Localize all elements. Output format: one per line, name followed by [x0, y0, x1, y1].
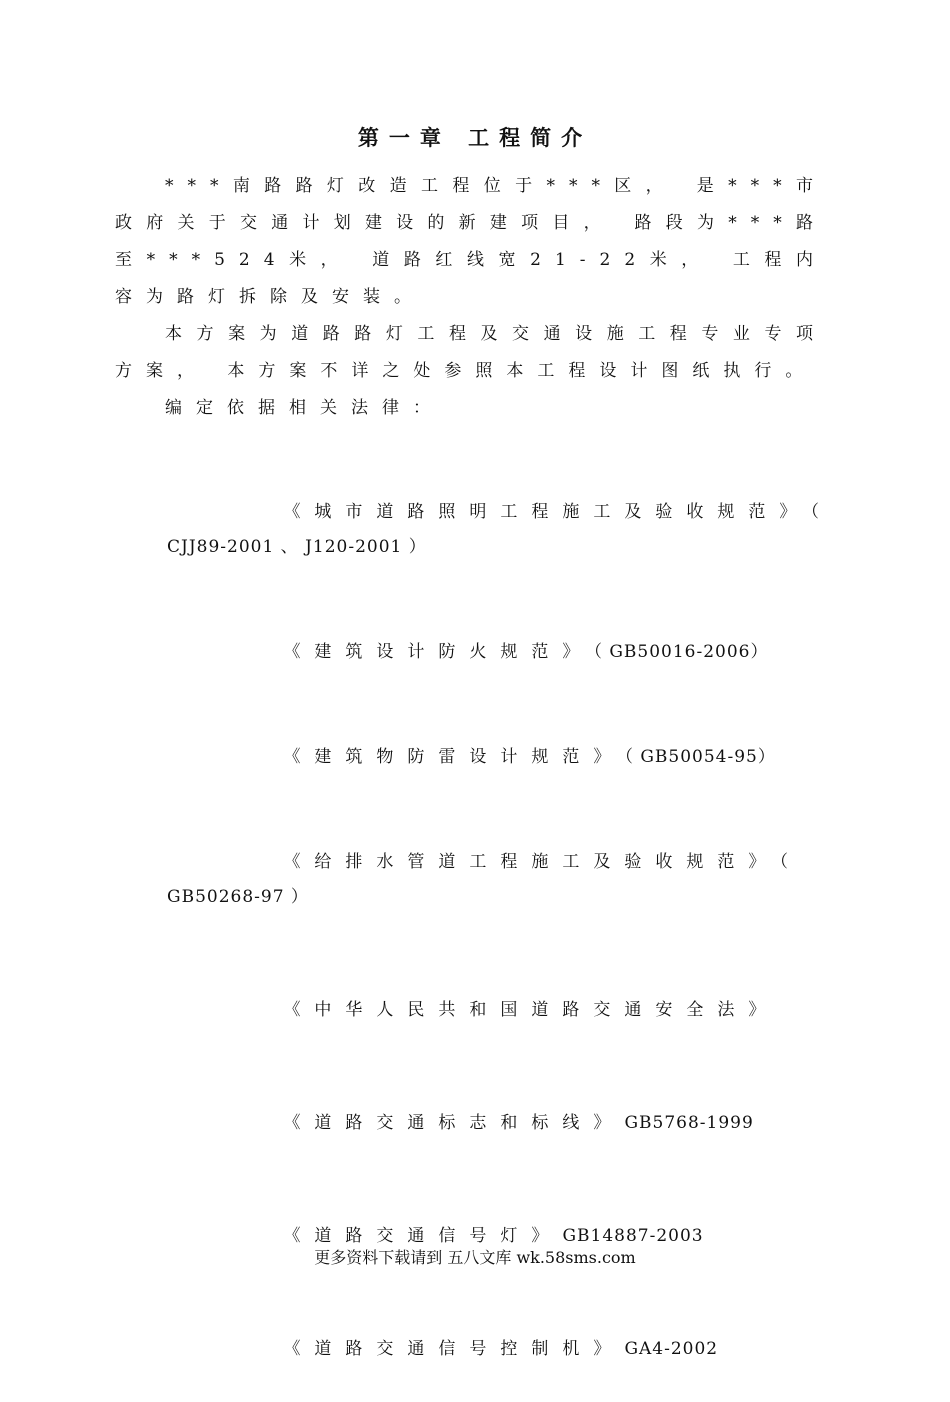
- reference-name: 《中华人民共和国道路交通安全法》: [283, 1000, 780, 1020]
- reference-item: [115, 705, 827, 810]
- reference-name: 《建筑物防雷设计规范》: [283, 747, 625, 767]
- reference-item: [115, 810, 827, 950]
- reference-name: 《城市道路照明工程施工及验收规范》: [283, 502, 811, 522]
- reference-name: 《道路交通信号控制机》: [283, 1339, 625, 1359]
- reference-code: （ CJJ89-2001 、 J120-2001 ）: [167, 502, 827, 557]
- reference-item: [115, 1071, 827, 1176]
- reference-code: （ GB50268-97 ）: [167, 852, 796, 907]
- basis-heading: 编定依据相关法律：: [165, 398, 444, 418]
- reference-item: [115, 600, 827, 705]
- reference-name: 《道路交通标志和标线》: [283, 1113, 625, 1133]
- reference-code: （ GB50016-2006）: [593, 642, 769, 662]
- reference-item: [115, 460, 827, 600]
- reference-name: 《给排水管道工程施工及验收规范》: [283, 852, 780, 872]
- reference-code: GB5768-1999: [624, 1113, 754, 1133]
- intro-section: [115, 168, 827, 427]
- reference-code: GB14887-2003: [562, 1226, 704, 1246]
- reference-name: 《道路交通信号灯》: [283, 1226, 563, 1246]
- reference-item: [115, 1297, 827, 1402]
- footer-link-text[interactable]: 更多资料下载请到 五八文库 wk.58sms.com: [314, 1248, 636, 1267]
- reference-code: （ GB50054-95）: [624, 747, 776, 767]
- reference-name: 《建筑设计防火规范》: [283, 642, 594, 662]
- project-description-paragraph: ***南路路灯改造工程位于***区， 是***市政府关于交通计划建设的新建项目， 路段为***路至***524米， 道路红线宽21-22米， 工程内容为路灯拆除及安装。: [115, 176, 827, 307]
- chapter-title: 第一章 工程简介: [357, 125, 593, 150]
- reference-item: [115, 958, 827, 1063]
- reference-item: [115, 1184, 827, 1289]
- scheme-description-paragraph: 本方案为道路路灯工程及交通设施工程专业专项方案， 本方案不详之处参照本工程设计图纸执行。: [115, 324, 827, 381]
- reference-code: GA4-2002: [624, 1339, 719, 1359]
